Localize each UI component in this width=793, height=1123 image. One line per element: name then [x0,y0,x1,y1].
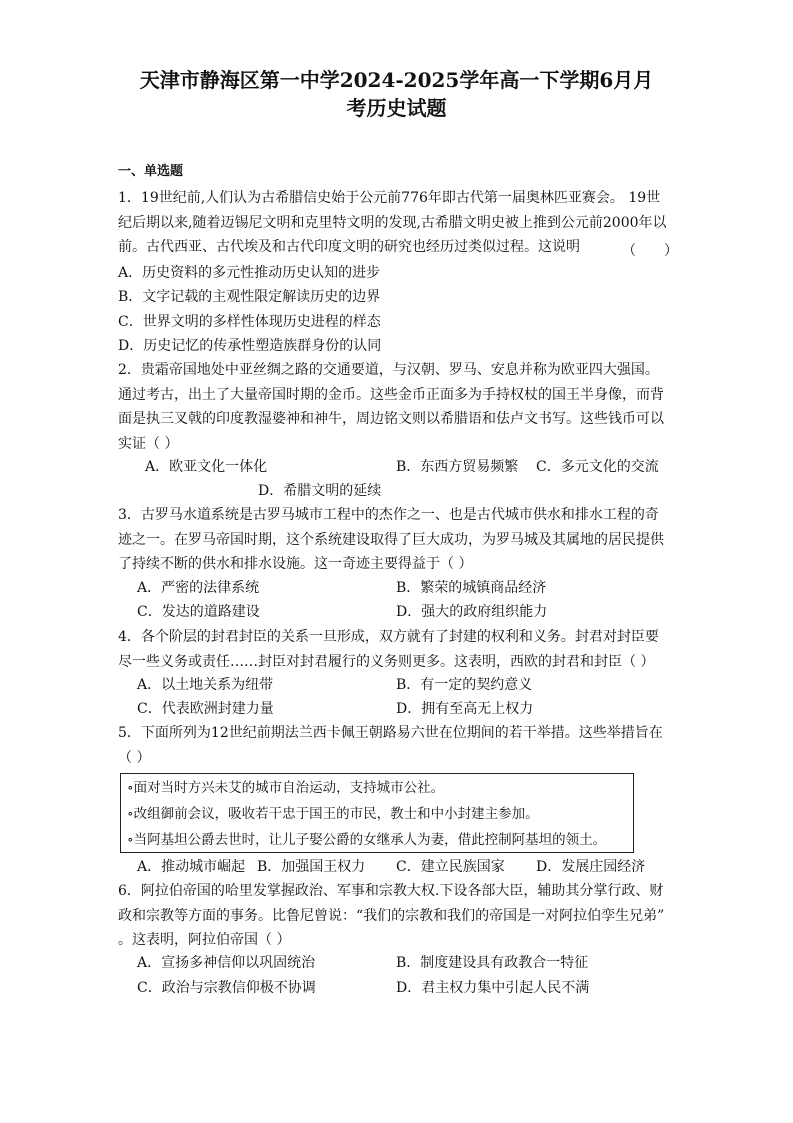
question-line: 前。古代西亚、古代埃及和古代印度文明的研究也经历过类似过程。这说明 [118,239,580,255]
question-5 [118,721,678,770]
option-b[interactable]: B．文字记载的主观性限定解读历史的边界 [118,289,381,305]
title-line-2: 考历史试题 [346,96,447,120]
option-b[interactable]: B．繁荣的城镇商品经济 [396,580,547,596]
question-line: 。这表明，阿拉伯帝国（ ） [118,932,291,948]
option-c[interactable]: C．多元文化的交流 [536,459,659,475]
exam-title [100,66,693,122]
option-a[interactable]: A．宣扬多神信仰以巩固统治 [137,955,316,971]
question-line: 尽一些义务或责任……封臣对封君履行的义务则更多。这表明，西欧的封君和封臣（ ） [118,653,655,670]
question-line: 了持续不断的供水和排水设施。这一奇迹主要得益于（ ） [118,556,473,572]
question-line: 纪后期以来,随着迈锡尼文明和克里特文明的发现,古希腊文明史被上推到公元前2000年以 [118,214,667,231]
title-line-1: 天津市静海区第一中学2024-2025学年高一下学期6月月 [139,68,654,92]
source-item: ∘当阿基坦公爵去世时，让儿子娶公爵的女继承人为妻，借此控制阿基坦的领土。 [127,832,607,848]
question-1 [118,186,678,260]
option-a[interactable]: A．欧亚文化一体化 [145,459,268,475]
option-d[interactable]: D．拥有至高无上权力 [396,701,534,717]
option-c[interactable]: C．代表欧洲封建力量 [137,701,274,717]
question-line: 面是执三叉戟的印度教湿婆神和神牛，周边铭文则以希腊语和佉卢文书写。这些钱币可以 [118,411,664,427]
question-line: 3．古罗马水道系统是古罗马城市工程中的杰作之一、也是古代城市供水和排水工程的奇 [118,507,659,523]
section-heading: 一、单选题 [118,164,184,179]
question-line: 1．19世纪前,人们认为古希腊信史始于公元前776年即古代第一届奥林匹亚赛会。 19世 [118,190,661,206]
option-d[interactable]: D．发展庄园经济 [536,859,646,875]
option-a[interactable]: A．严密的法律系统 [137,580,260,596]
option-c[interactable]: C．发达的道路建设 [137,604,260,620]
source-item: ∘改组御前会议，吸收若干忠于国王的市民，教士和中小封建主参加。 [127,806,539,822]
source-item: ∘面对当时方兴未艾的城市自治运动，支持城市公社。 [127,780,445,796]
question-line: （ ） [118,749,151,766]
question-line: 5．下面所列为12世纪前期法兰西卡佩王朝路易六世在位期间的若干举措。这些举措旨在 [118,725,663,741]
option-b[interactable]: B．东西方贸易频繁 [396,459,519,475]
option-c[interactable]: C．世界文明的多样性体现历史进程的样态 [118,314,381,330]
option-d[interactable]: D．君主权力集中引起人民不满 [396,980,590,996]
option-d[interactable]: D．希腊文明的延续 [258,483,382,499]
option-b[interactable]: B．加强国王权力 [257,859,366,875]
question-line: 迹之一。在罗马帝国时期，这个系统建设取得了巨大成功，为罗马城及其属地的居民提供 [118,531,664,548]
question-6 [118,879,678,953]
question-line: 政和宗教等方面的事务。比鲁尼曾说：“我们的宗教和我们的帝国是一对阿拉伯孪生兄弟” [118,907,665,924]
source-material-box [120,773,634,853]
question-line: 2．贵霜帝国地处中亚丝绸之路的交通要道，与汉朝、罗马、安息并称为欧亚四大强国。 [118,362,659,378]
question-line: 通过考古，出土了大量帝国时期的金币。这些金币正面多为手持权杖的国王半身像，而背 [118,386,664,403]
question-line: 6．阿拉伯帝国的哈里发掌握政治、军事和宗教大权.下设各部大臣，辅助其分掌行政、财 [118,883,664,899]
option-b[interactable]: B．有一定的契约意义 [396,677,533,693]
question-2 [118,358,678,456]
option-b[interactable]: B．制度建设具有政教合一特征 [396,955,589,971]
answer-blank: （ ） [622,243,678,259]
option-d[interactable]: D．历史记忆的传承性塑造族群身份的认同 [118,338,382,354]
question-line: 4．各个阶层的封君封臣的关系一旦形成，双方就有了封建的权利和义务。封君对封臣要 [118,629,659,645]
option-c[interactable]: C．建立民族国家 [396,859,505,875]
option-a[interactable]: A．以土地关系为纽带 [137,677,274,693]
question-4 [118,625,678,674]
option-a[interactable]: A．推动城市崛起 [137,859,246,875]
option-c[interactable]: C．政治与宗教信仰极不协调 [137,980,316,996]
option-a[interactable]: A．历史资料的多元性推动历史认知的进步 [118,265,381,281]
question-3 [118,503,678,577]
question-line: 实证（ ） [118,435,179,452]
option-d[interactable]: D．强大的政府组织能力 [396,604,548,620]
